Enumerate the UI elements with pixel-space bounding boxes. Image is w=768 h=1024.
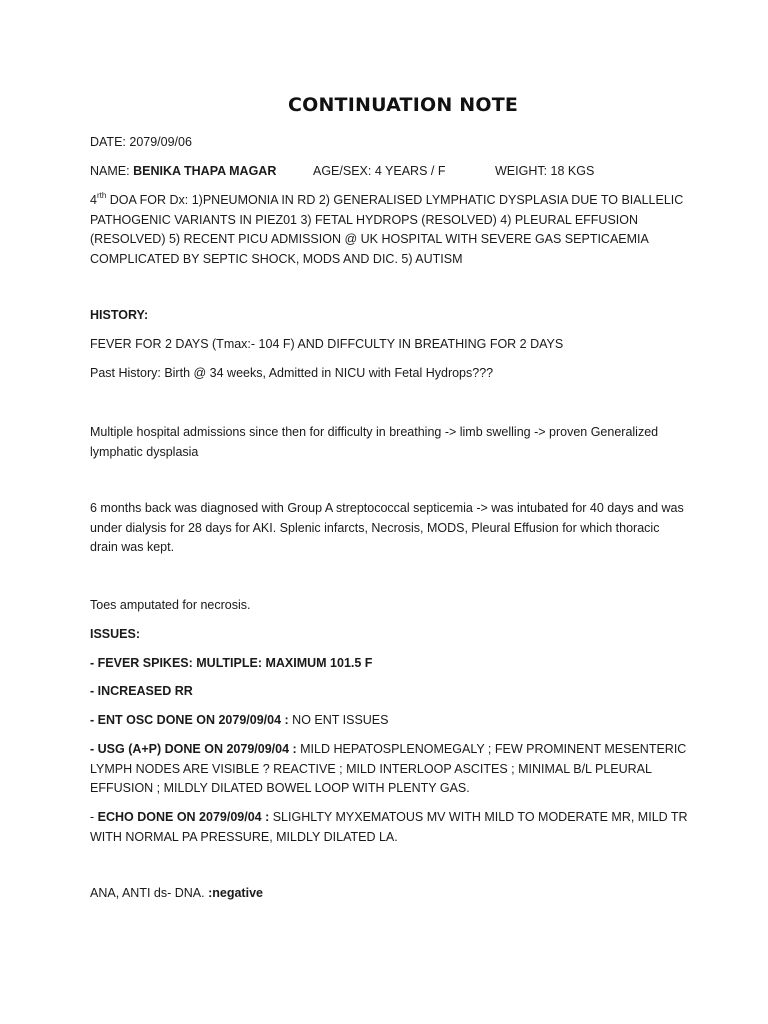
patient-name: BENIKA THAPA MAGAR: [133, 164, 277, 178]
history-paragraph-4: 6 months back was diagnosed with Group A streptococcal septicemia -> was intubated for 40 days and was under dialysis for 28 days for AKI. Splenic infarcts, Necrosis, MODS, Pleural Effusion for which thoracic drain was kept.: [90, 501, 684, 554]
issue-ent-value: NO ENT ISSUES: [288, 713, 389, 727]
issue-fever: - FEVER SPIKES: MULTIPLE: MAXIMUM 101.5 F: [90, 656, 373, 670]
issue-usg-value: MILD HEPATOSPLENOMEGALY ; FEW PROMINENT MESENTERIC LYMPH NODES ARE VISIBLE ? REACTIVE ; MILD INTERLOOP ASCITES ; MINIMAL B/L PLEURAL EFFUSION ; MILDLY DILATED BOWEL LOOP WITH PLENTY GAS.: [90, 742, 687, 795]
age-sex: AGE/SEX: 4 YEARS / F: [313, 164, 446, 178]
ana-label: ANA, ANTI ds- DNA.: [90, 886, 209, 900]
diagnosis-paragraph: [90, 191, 690, 269]
date-line: [90, 133, 690, 153]
issues-heading: ISSUES:: [90, 627, 141, 641]
weight: WEIGHT: 18 KGS: [495, 164, 595, 178]
date-label: DATE:: [90, 135, 126, 149]
page-title: CONTINUATION NOTE: [287, 94, 519, 116]
doa-superscript: rth: [96, 190, 107, 200]
history-paragraph-3: Multiple hospital admissions since then for difficulty in breathing -> limb swelling -> proven Generalized lymphatic dysplasia: [90, 425, 659, 459]
issue-echo-prefix: -: [90, 810, 98, 824]
diagnosis-text: DOA FOR Dx: 1)PNEUMONIA IN RD 2) GENERALISED LYMPHATIC DYSPLASIA DUE TO BIALLELIC PATHOGENIC VARIANTS IN PIEZ01 3) FETAL HYDROPS (RESOLVED) 4) PLEURAL EFFUSION (RESOLVED) 5) RECENT PICU ADMISSION @ UK HOSPITAL WITH SEVERE GAS SEPTICAEMIA COMPLICATED BY SEPTIC SHOCK, MODS AND DIC. 5) AUTISM: [90, 193, 684, 266]
issue-usg-label: - USG (A+P) DONE ON 2079/09/04 :: [90, 742, 297, 756]
history-line-1: FEVER FOR 2 DAYS (Tmax:- 104 F) AND DIFFCULTY IN BREATHING FOR 2 DAYS: [90, 337, 564, 351]
ana-value: :negative: [208, 886, 263, 900]
issue-echo-label: ECHO DONE ON 2079/09/04 :: [97, 810, 270, 824]
issue-echo-value: SLIGHLTY MYXEMATOUS MV WITH MILD TO MODERATE MR, MILD TR WITH NORMAL PA PRESSURE, MILDLY DILATED LA.: [90, 810, 688, 844]
history-heading: HISTORY:: [90, 308, 149, 322]
issue-echo: [90, 808, 690, 847]
issue-usg: [90, 740, 690, 799]
issue-ent-label: - ENT OSC DONE ON 2079/09/04 :: [90, 713, 289, 727]
history-line-5: Toes amputated for necrosis.: [90, 598, 251, 612]
history-line-2: Past History: Birth @ 34 weeks, Admitted in NICU with Fetal Hydrops???: [90, 366, 494, 380]
patient-info-line: [90, 162, 690, 182]
doa-number: 4: [90, 193, 97, 207]
name-label: NAME:: [90, 164, 130, 178]
issue-rr: - INCREASED RR: [90, 684, 193, 698]
date-value: 2079/09/06: [129, 135, 192, 149]
ana-line: [90, 884, 690, 904]
issue-ent: [90, 711, 690, 731]
